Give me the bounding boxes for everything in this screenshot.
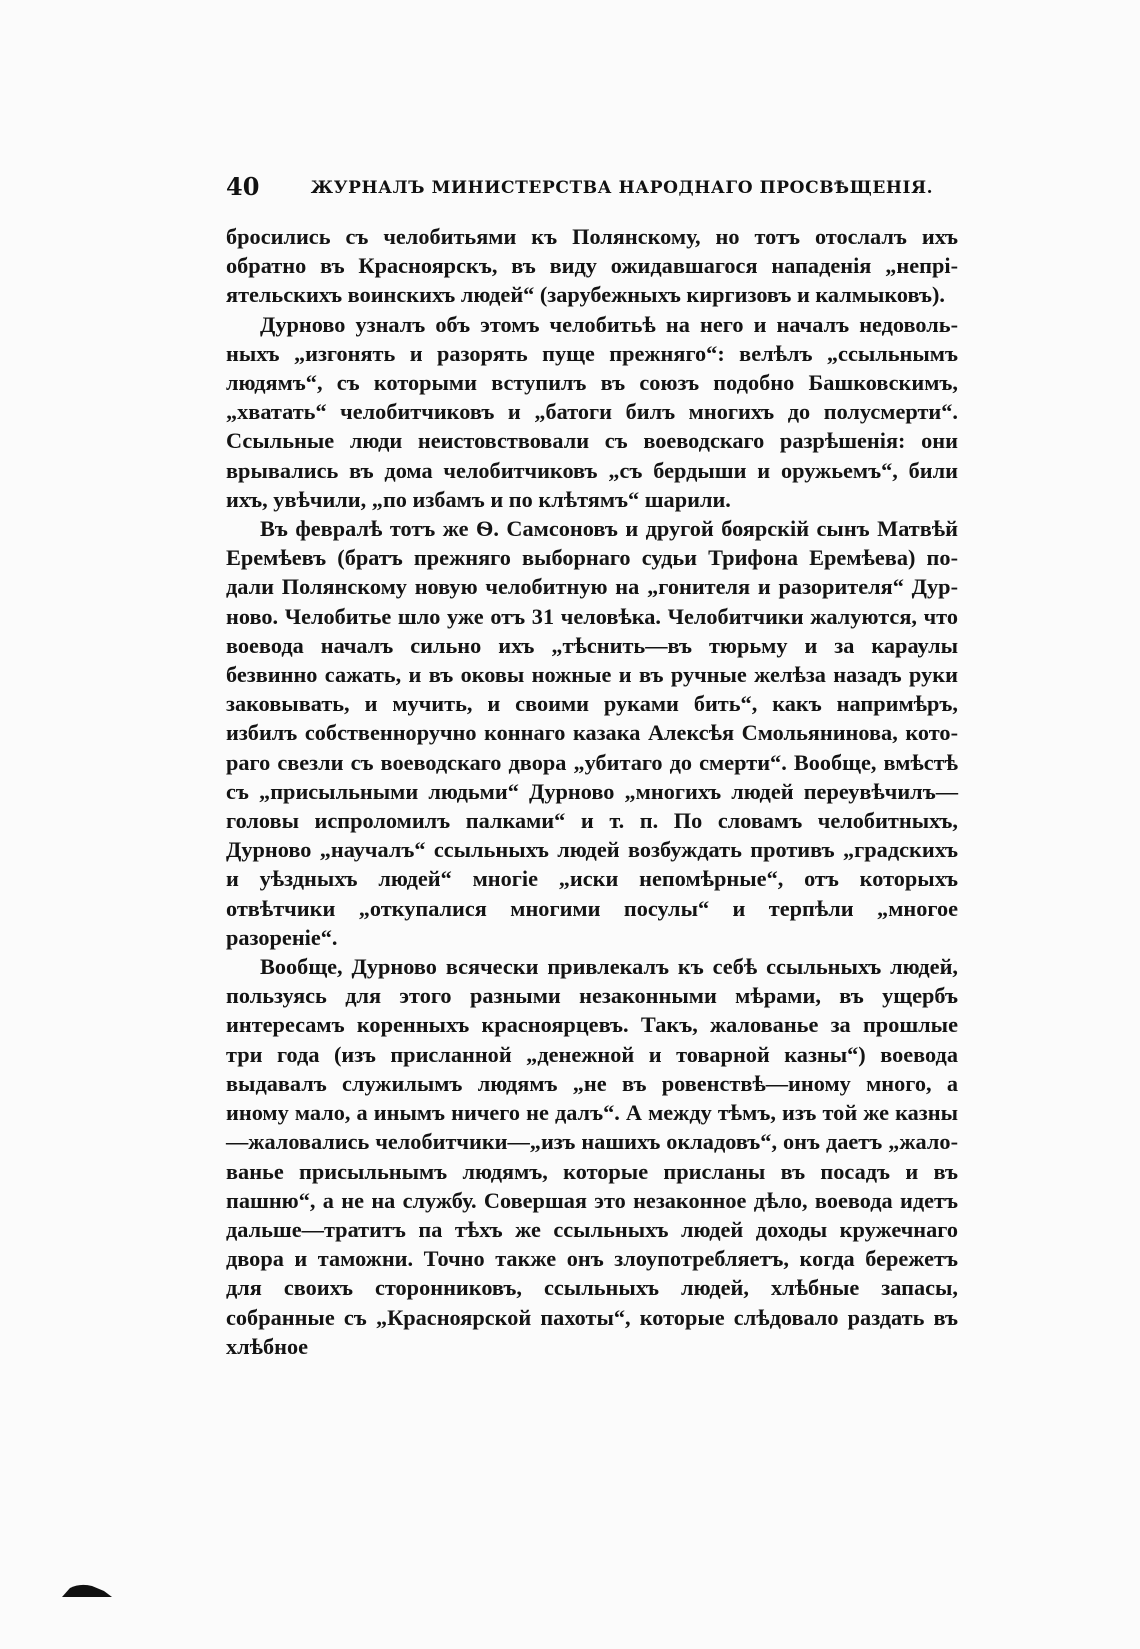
paragraph: Вообще, Дурново всячески привлекалъ къ себѣ ссыльныхъ людей, пользуясь для этого разными незаконными мѣрами, въ ущербъ интересамъ коренныхъ красноярцевъ. Такъ, жалованье за прошлые три года (изъ присланной „денежной и товарной казны“) воевода выдавалъ служилымъ людямъ „не въ ровенствѣ—иному много, а иному мало, а инымъ ничего не далъ“. А между тѣмъ, изъ той же казны—жаловались челобитчики—„изъ нашихъ окладовъ“, онъ даетъ „жалованье присыльнымъ людямъ, которые присланы въ посадъ и въ пашню“, а не на службу. Совершая это незаконное дѣло, воевода идетъ дальше—тратитъ па тѣхъ же ссыльныхъ людей доходы кружечнаго двора и таможни. Точно также онъ злоупотребляетъ, когда бережетъ для своихъ сторонниковъ, ссыльныхъ людей, хлѣбные запасы, собранные съ „Красноярской пахоты“, которые слѣдовало раздать въ хлѣбное <box>226 954 958 1359</box>
paragraph: Въ февралѣ тотъ же Ѳ. Самсоновъ и другой боярскій сынъ Матвѣй Еремѣевъ (братъ прежняго выборнаго судьи Трифона Еремѣева) подали Полянскому новую челобитную на „гонителя и разорителя“ Дурново. Челобитье шло уже отъ 31 человѣка. Челобитчики жалуются, что воевода началъ сильно ихъ „тѣснить—въ тюрьму и за караулы безвинно сажать, и въ оковы ножные и въ ручные желѣза назадъ руки заковывать, и мучить, и своими руками бить“, какъ напримѣръ, избилъ собственноручно коннаго казака Алексѣя Смольянинова, котораго свезли съ воеводскаго двора „убитаго до смерти“. Вообще, вмѣстѣ съ „присыльными людьми“ Дурново „многихъ людей переувѣчилъ—головы испроломилъ палками“ и т. п. По словамъ челобитныхъ, Дурново „научалъ“ ссыльныхъ людей возбуждать противъ „градскихъ и уѣздныхъ людей“ многіе „иски непомѣрные“, отъ которыхъ отвѣтчики „откупалися многими посулы“ и терпѣли „многое разореніе“. <box>226 516 958 950</box>
paragraph: Дурново узналъ объ этомъ челобитьѣ на него и началъ недовольныхъ „изгонять и разорять пуще прежняго“: велѣлъ „ссыльнымъ людямъ“, съ которыми вступилъ въ союзъ подобно Башковскимъ, „хватать“ челобитчиковъ и „батоги билъ многихъ до полусмерти“. Ссыльные люди неистовствовали съ воеводскаго разрѣшенія: они врывались въ дома челобитчиковъ „съ бердыши и оружьемъ“, били ихъ, увѣчили, „по избамъ и по клѣтямъ“ шарили. <box>226 311 958 512</box>
ink-blot-mark <box>62 1582 112 1598</box>
paragraph: бросились съ челобитьями къ Полянскому, но тотъ отослалъ ихъ обратно въ Красноярскъ, въ виду ожидавшагося нападенія „непріятельскихъ воинскихъ людей“ (зарубежныхъ киргизовъ и калмыковъ). <box>226 224 958 308</box>
running-head: ЖУРНАЛЪ МИНИСТЕРСТВА НАРОДНАГО ПРОСВѢЩЕНІЯ. <box>310 178 934 198</box>
page-number: 40 <box>226 172 260 201</box>
body-text <box>226 222 958 1361</box>
page-header <box>226 172 958 206</box>
